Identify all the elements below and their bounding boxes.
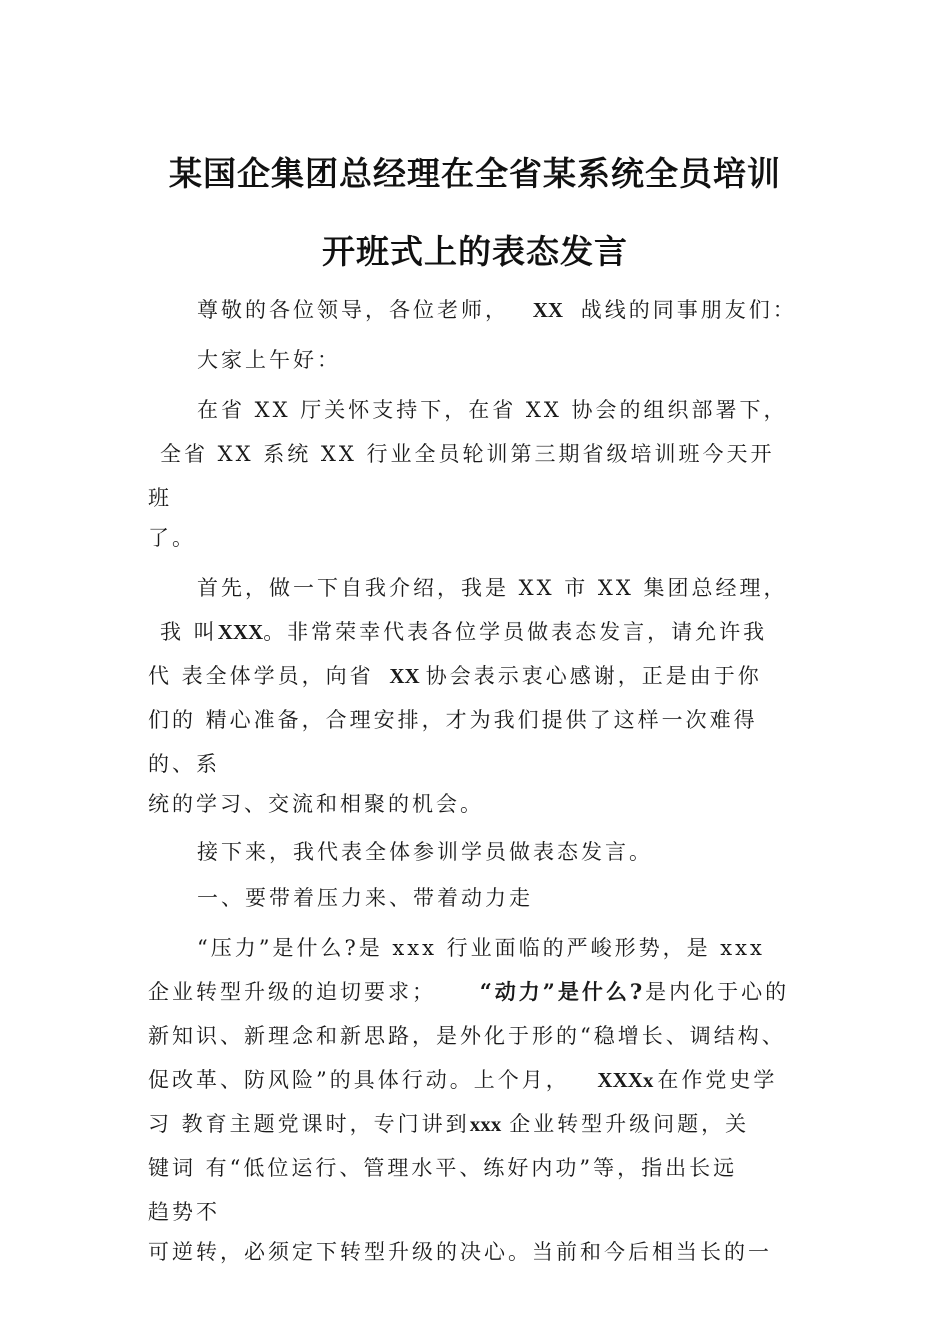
pressure-text-3: 促改革、防风险”的具体行动。上个月， (148, 1068, 570, 1092)
industry-xxx: xxx (469, 1112, 502, 1136)
speaker-name: XXX (217, 620, 264, 644)
self-intro-line-3 (148, 660, 762, 690)
pressure-line-7: 趋势不 (148, 1200, 220, 1224)
association-xx: XX (389, 664, 420, 688)
pressure-line-8: 可逆转，必须定下转型升级的决心。当前和今后相当长的一 (148, 1240, 772, 1264)
salutation: 大家上午好： (197, 348, 341, 372)
self-intro-line-1: 首先，做一下自我介绍，我是 XX 市 XX 集团总经理， (197, 576, 788, 600)
self-intro-line-5: 的、系 (148, 752, 220, 776)
pressure-line-2 (148, 976, 789, 1006)
intro-line-2: 全省 XX 系统 XX 行业全员轮训第三期省级培训班今天开 (160, 442, 775, 466)
section-heading: 一、要带着压力来、带着动力走 (197, 886, 533, 910)
self-intro-text: 我 叫 (160, 620, 218, 644)
motivation-question: “动力”是什么? (479, 979, 646, 1004)
pressure-text-5: 习 教育主题党课时，专门讲到 (148, 1112, 470, 1136)
greeting-text: 尊敬的各位领导，各位老师， (197, 298, 509, 322)
pressure-line-5 (148, 1108, 749, 1138)
intro-line-1: 在省 XX 厅关怀支持下，在省 XX 协会的组织部署下， (197, 398, 788, 422)
intro-line-3: 班 (148, 486, 172, 510)
greeting-xx: XX (532, 298, 564, 322)
intro-line-4: 了。 (148, 526, 196, 550)
self-intro-line-4: 们的 精心准备，合理安排，才为我们提供了这样一次难得 (148, 708, 758, 732)
self-intro-text-2: 。非常荣幸代表各位学员做表态发言，请允许我 (263, 620, 768, 644)
thanks-text: 代 表全体学员，向省 (148, 664, 374, 688)
leader-name: XXXx (597, 1068, 654, 1092)
pressure-line-4 (148, 1064, 777, 1094)
pressure-line-3: 新知识、新理念和新思路，是外化于形的“稳增长、调结构、 (148, 1024, 786, 1048)
self-intro-line-2 (160, 616, 767, 646)
thanks-text-2: 协会表示衷心感谢，正是由于你 (425, 664, 762, 688)
transition-line: 接下来，我代表全体参训学员做表态发言。 (197, 840, 653, 864)
title-line-1: 某国企集团总经理在全省某系统全员培训 (169, 154, 781, 193)
greeting-line (197, 294, 797, 324)
pressure-text-2: 是内化于心的 (645, 980, 790, 1004)
title-line-2: 开班式上的表态发言 (322, 232, 628, 271)
pressure-text-4: 在作党史学 (657, 1068, 778, 1092)
self-intro-line-6: 统的学习、交流和相聚的机会。 (148, 792, 484, 816)
pressure-line-6: 键词 有“低位运行、管理水平、练好内功”等，指出长远 (148, 1156, 738, 1180)
pressure-text: 企业转型升级的迫切要求； (148, 980, 436, 1004)
pressure-text-6: 企业转型升级问题，关 (509, 1112, 750, 1136)
pressure-line-1: “压力”是什么?是 xxx 行业面临的严峻形势，是 xxx (197, 936, 765, 960)
greeting-text-2: 战线的同事朋友们： (580, 298, 797, 322)
